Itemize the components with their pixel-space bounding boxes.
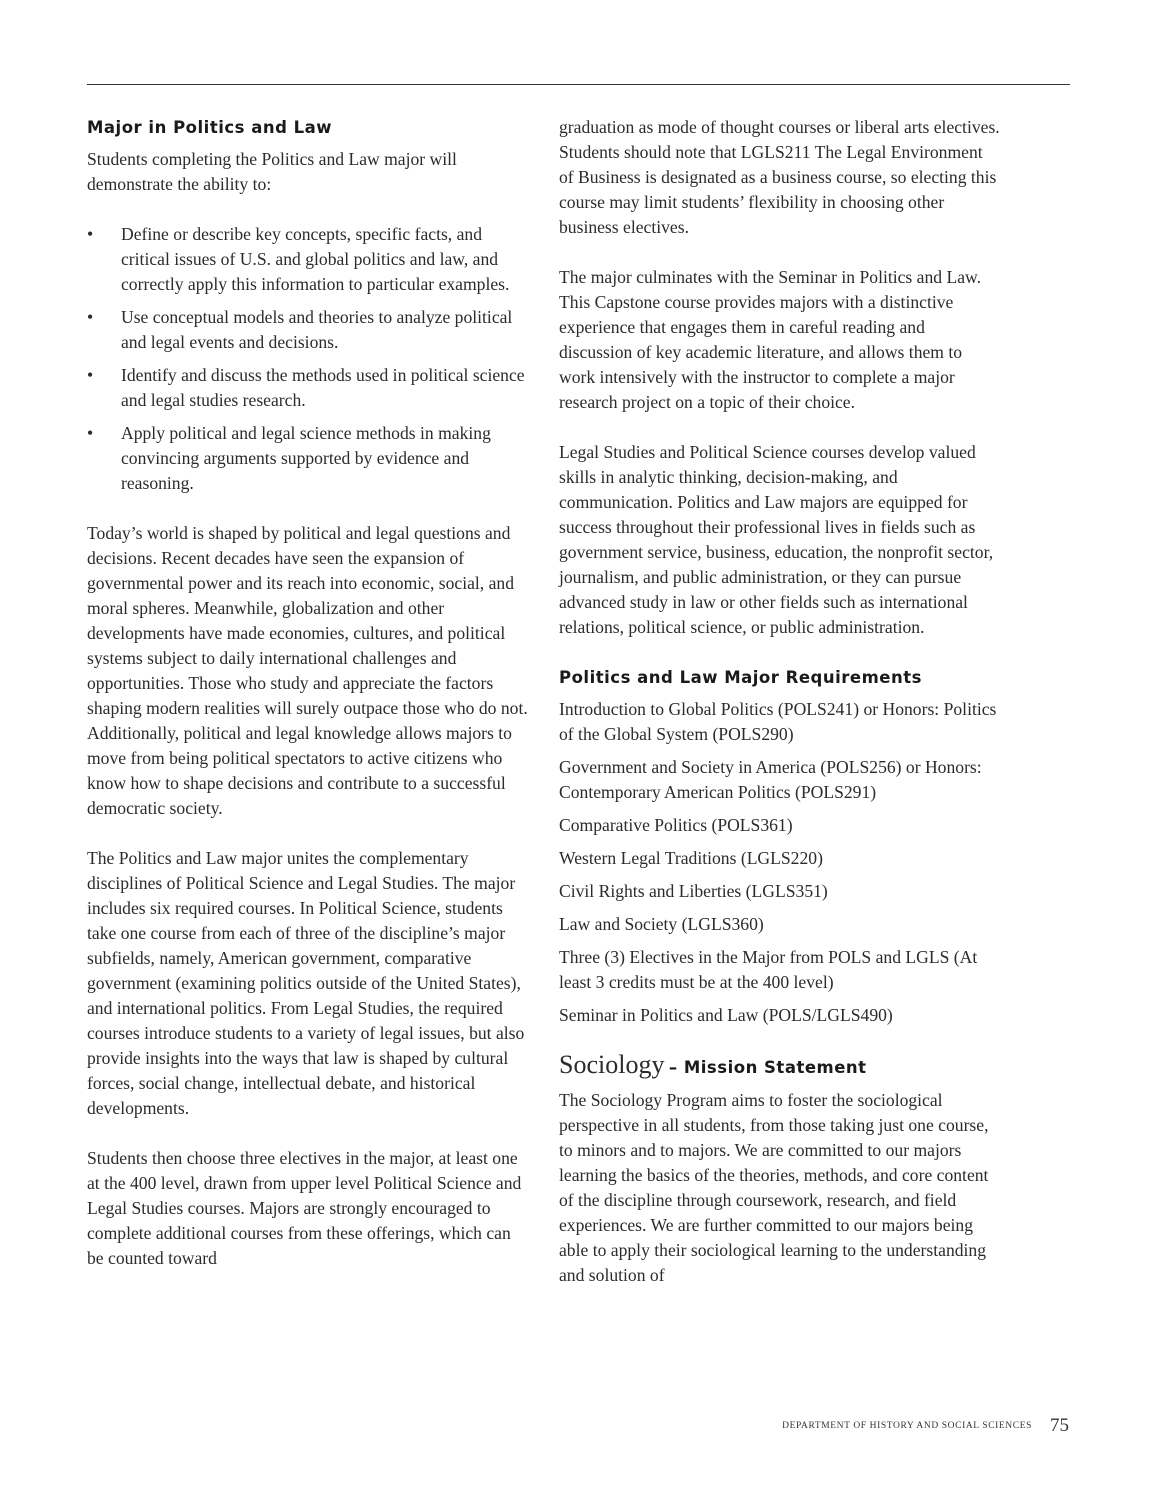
section-heading-major: Major in Politics and Law [87,118,333,137]
requirements-list [559,697,1001,1028]
requirement-item: Civil Rights and Liberties (LGLS351) [559,881,828,901]
intro-paragraph: Students completing the Politics and Law major will demonstrate the ability to: [87,149,457,194]
requirement-item: Introduction to Global Politics (POLS241) or Honors: Politics of the Global System (POLS290) [559,699,997,744]
paragraph-major-unites: The Politics and Law major unites the complementary disciplines of Political Science and Legal Studies. The major includes six required courses. In Political Science, students take one course from each of three of the discipline’s major subfields, namely, American government, comparative government (examining politics outside of the United States), and international politics. From Legal Studies, the required courses introduce students to a variety of legal issues, but also provide insights into the ways that law is shaped by cultural forces, social change, intellectual debate, and historical developments. [87,848,525,1118]
sociology-title: Sociology [559,1050,665,1079]
bullet-icon: • [87,365,94,385]
page-number: 75 [1050,1415,1069,1436]
paragraph-todays-world: Today’s world is shaped by political and legal questions and decisions. Recent decades have seen the expansion of governmental power and its reach into economic, social, and moral spheres. Meanwhile, globalization and other developments have made economies, cultures, and political systems subject to daily international challenges and opportunities. Those who study and appreciate the factors shaping modern realities will surely outpace those who do not. Additionally, political and legal knowledge allows majors to move from being political spectators to active citizens who know how to shape decisions and contribute to a successful democratic society. [87,523,528,818]
outcomes-list [87,222,529,496]
right-column [559,115,1001,1288]
paragraph-continued: graduation as mode of thought courses or liberal arts electives. Students should note that LGLS211 The Legal Environment of Business is designated as a business course, so electing this course may limit students’ flexibility in choosing other business electives. [559,117,1000,237]
requirement-item: Law and Society (LGLS360) [559,914,764,934]
paragraph-skills: Legal Studies and Political Science courses develop valued skills in analytic thinking, decision-making, and communication. Politics and Law majors are equipped for success throughout their professional lives in fields such as government service, business, education, the nonprofit sector, journalism, and public administration, or they can pursue advanced study in law or other fields such as international relations, political science, or public administration. [559,442,994,637]
bullet-icon: • [87,423,94,443]
requirement-item: Three (3) Electives in the Major from POLS and LGLS (At least 3 credits must be at the 400 level) [559,947,978,992]
requirement-item: Comparative Politics (POLS361) [559,815,793,835]
list-item: • Use conceptual models and theories to analyze political and legal events and decisions. [87,307,513,352]
paragraph-capstone: The major culminates with the Seminar in Politics and Law. This Capstone course provides majors with a distinctive experience that engages them in careful reading and discussion of key academic literature, and allows them to work intensively with the instructor to complete a major research project on a topic of their choice. [559,267,981,412]
paragraph-electives: Students then choose three electives in the major, at least one at the 400 level, drawn from upper level Political Science and Legal Studies courses. Majors are strongly encouraged to complete additional courses from these offerings, which can be counted toward [87,1148,522,1268]
top-rule [87,84,1070,85]
list-item: • Identify and discuss the methods used in political science and legal studies research. [87,365,525,410]
list-item: • Apply political and legal science methods in making convincing arguments supported by evidence and reasoning. [87,423,491,493]
requirement-item: Seminar in Politics and Law (POLS/LGLS490) [559,1005,893,1025]
section-heading-requirements: Politics and Law Major Requirements [559,668,922,687]
sociology-subtitle: – Mission Statement [668,1058,867,1077]
page-footer [782,1415,1069,1437]
requirement-item: Government and Society in America (POLS256) or Honors: Contemporary American Politics (POLS291) [559,757,982,802]
list-item: • Define or describe key concepts, specific facts, and critical issues of U.S. and global politics and law, and correctly apply this information to particular examples. [87,224,510,294]
bullet-icon: • [87,224,94,244]
footer-department: DEPARTMENT OF HISTORY AND SOCIAL SCIENCES [782,1421,1032,1431]
requirement-item: Western Legal Traditions (LGLS220) [559,848,823,868]
bullet-icon: • [87,307,94,327]
left-column [87,115,529,1271]
sociology-heading [559,1049,1001,1084]
paragraph-sociology-mission: The Sociology Program aims to foster the sociological perspective in all students, from those taking just one course, to minors and to majors. We are committed to our majors learning the basics of the theories, methods, and core content of the discipline through coursework, research, and field experiences. We are further committed to our majors being able to apply their sociological learning to the understanding and solution of [559,1090,989,1285]
